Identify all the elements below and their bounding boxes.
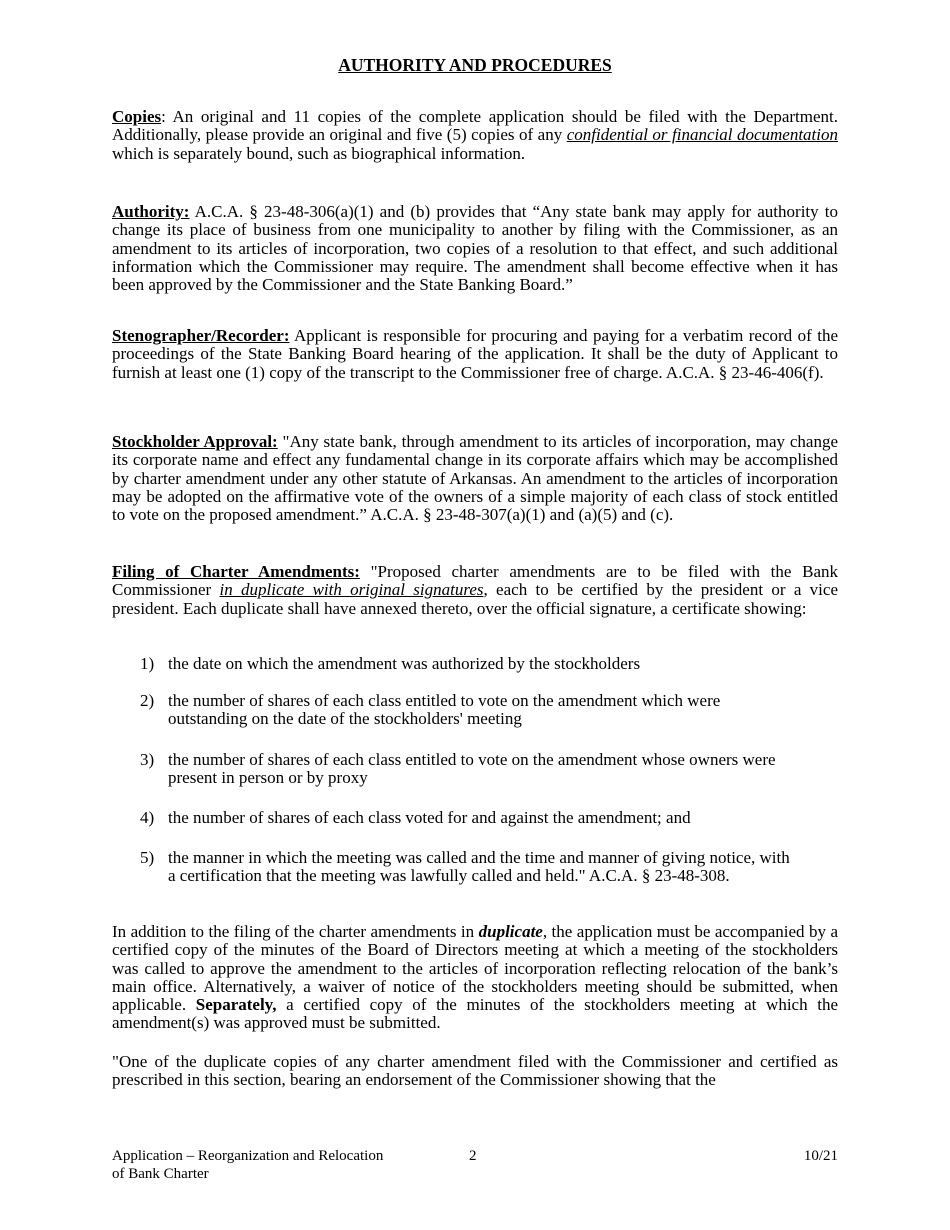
last-text: "One of the duplicate copies of any charter amendment filed with the Commissioner and certified as prescribed in this section, bearing an endorsement of the Commissioner showing that the [112,1052,838,1090]
filing-emphasis: in duplicate with original signatures [219,580,484,600]
list-item-text: the number of shares of each class entitled to vote on the amendment whose owners were present in person or by proxy [168,750,776,788]
stenographer-heading: Stenographer/Recorder: [112,326,290,345]
list-item-number: 1) [140,654,155,673]
list-item-text: the date on which the amendment was authorized by the stockholders [168,654,641,673]
addition-emphasis: duplicate [478,922,543,941]
stockholder-heading: Stockholder Approval: [112,432,278,451]
last-section [112,1053,838,1090]
list-item-number: 2) [140,691,155,710]
addition-section [112,923,838,1033]
page-title: AUTHORITY AND PROCEDURES [338,55,612,75]
footer-date: 10/21 [803,1148,838,1164]
copies-heading: Copies [112,107,162,126]
addition-text-1: In addition to the filing of the charter amendments in [112,922,479,941]
list-item-number: 5) [140,848,155,867]
stockholder-section [112,433,838,524]
copies-text-1: : An original and 11 copies of the complete application should be filed with the Department. Additionally, please provide an original and five (5) copies of any [112,107,838,145]
footer-left-line-1: Application – Reorganization and Relocation [112,1148,384,1164]
copies-text-2: which is separately bound, such as biographical information. [112,143,526,163]
addition-bold: Separately, [195,995,277,1015]
stockholder-text: "Any state bank, through amendment to its articles of incorporation, may change its corporate name and effect any fundamental change in its corporate affairs which may be accomplished by charter amendment under any other statute of Arkansas. An amendment to the articles of incorporation may be adopted on the affirmative vote of the owners of a simple majority of each class of stock entitled to vote on the proposed amendment.” A.C.A. § 23-48-307(a)(1) and (a)(5) and (c). [112,432,839,525]
authority-section [112,203,838,294]
filing-heading: Filing of Charter Amendments: [112,562,360,581]
list-item-text: the manner in which the meeting was called and the time and manner of giving notice, with a certification that the meeting was lawfully called and held." A.C.A. § 23-48-308. [168,848,790,886]
list-item-text: the number of shares of each class entitled to vote on the amendment which were outstanding on the date of the stockholders' meeting [168,691,721,729]
authority-heading: Authority: [112,202,190,221]
copies-section [112,108,838,163]
footer-left-line-2: of Bank Charter [112,1166,209,1182]
filing-text-1: "Proposed charter amendments are to be filed with the Bank Commissioner [112,562,838,600]
list-item-text: the number of shares of each class voted for and against the amendment; and [168,808,691,827]
copies-emphasis: confidential or financial documentation [566,125,838,145]
list-item-number: 3) [140,750,155,769]
footer-left [112,1147,432,1183]
filing-section [112,563,838,618]
stenographer-text: Applicant is responsible for procuring and paying for a verbatim record of the proceedings of the State Banking Board hearing of the application. It shall be the duty of Applicant to furnish at least one (1) copy of the transcript to the Commissioner free of charge. A.C.A. § 23-46-406(f). [112,326,838,382]
authority-text: A.C.A. § 23-48-306(a)(1) and (b) provides that “Any state bank may apply for authority to change its place of business from one municipality to another by filing with the Commissioner, as an amendment to its articles of incorporation, two copies of a resolution to that effect, and such additional information which the Commissioner may require. The amendment shall become effective when it has been approved by the Commissioner and the State Banking Board.” [112,202,838,295]
stenographer-section [112,327,838,382]
filing-text-2: , each to be certified by the president or a vice president. Each duplicate shall have annexed thereto, over the official signature, a certificate showing: [112,580,839,618]
list-item-number: 4) [140,808,155,827]
addition-text-3: a certified copy of the minutes of the stockholders meeting at which the amendment(s) was approved must be submitted. [112,995,838,1033]
addition-text-2: , the application must be accompanied by a certified copy of the minutes of the Board of Directors meeting at which a meeting of the stockholders was called to approve the amendment to the articles of incorporation reflecting relocation of the bank’s main office. Alternatively, a waiver of notice of the stockholders meeting should be submitted, when applicable. [112,922,838,1015]
footer-page-number: 2 [469,1148,477,1164]
